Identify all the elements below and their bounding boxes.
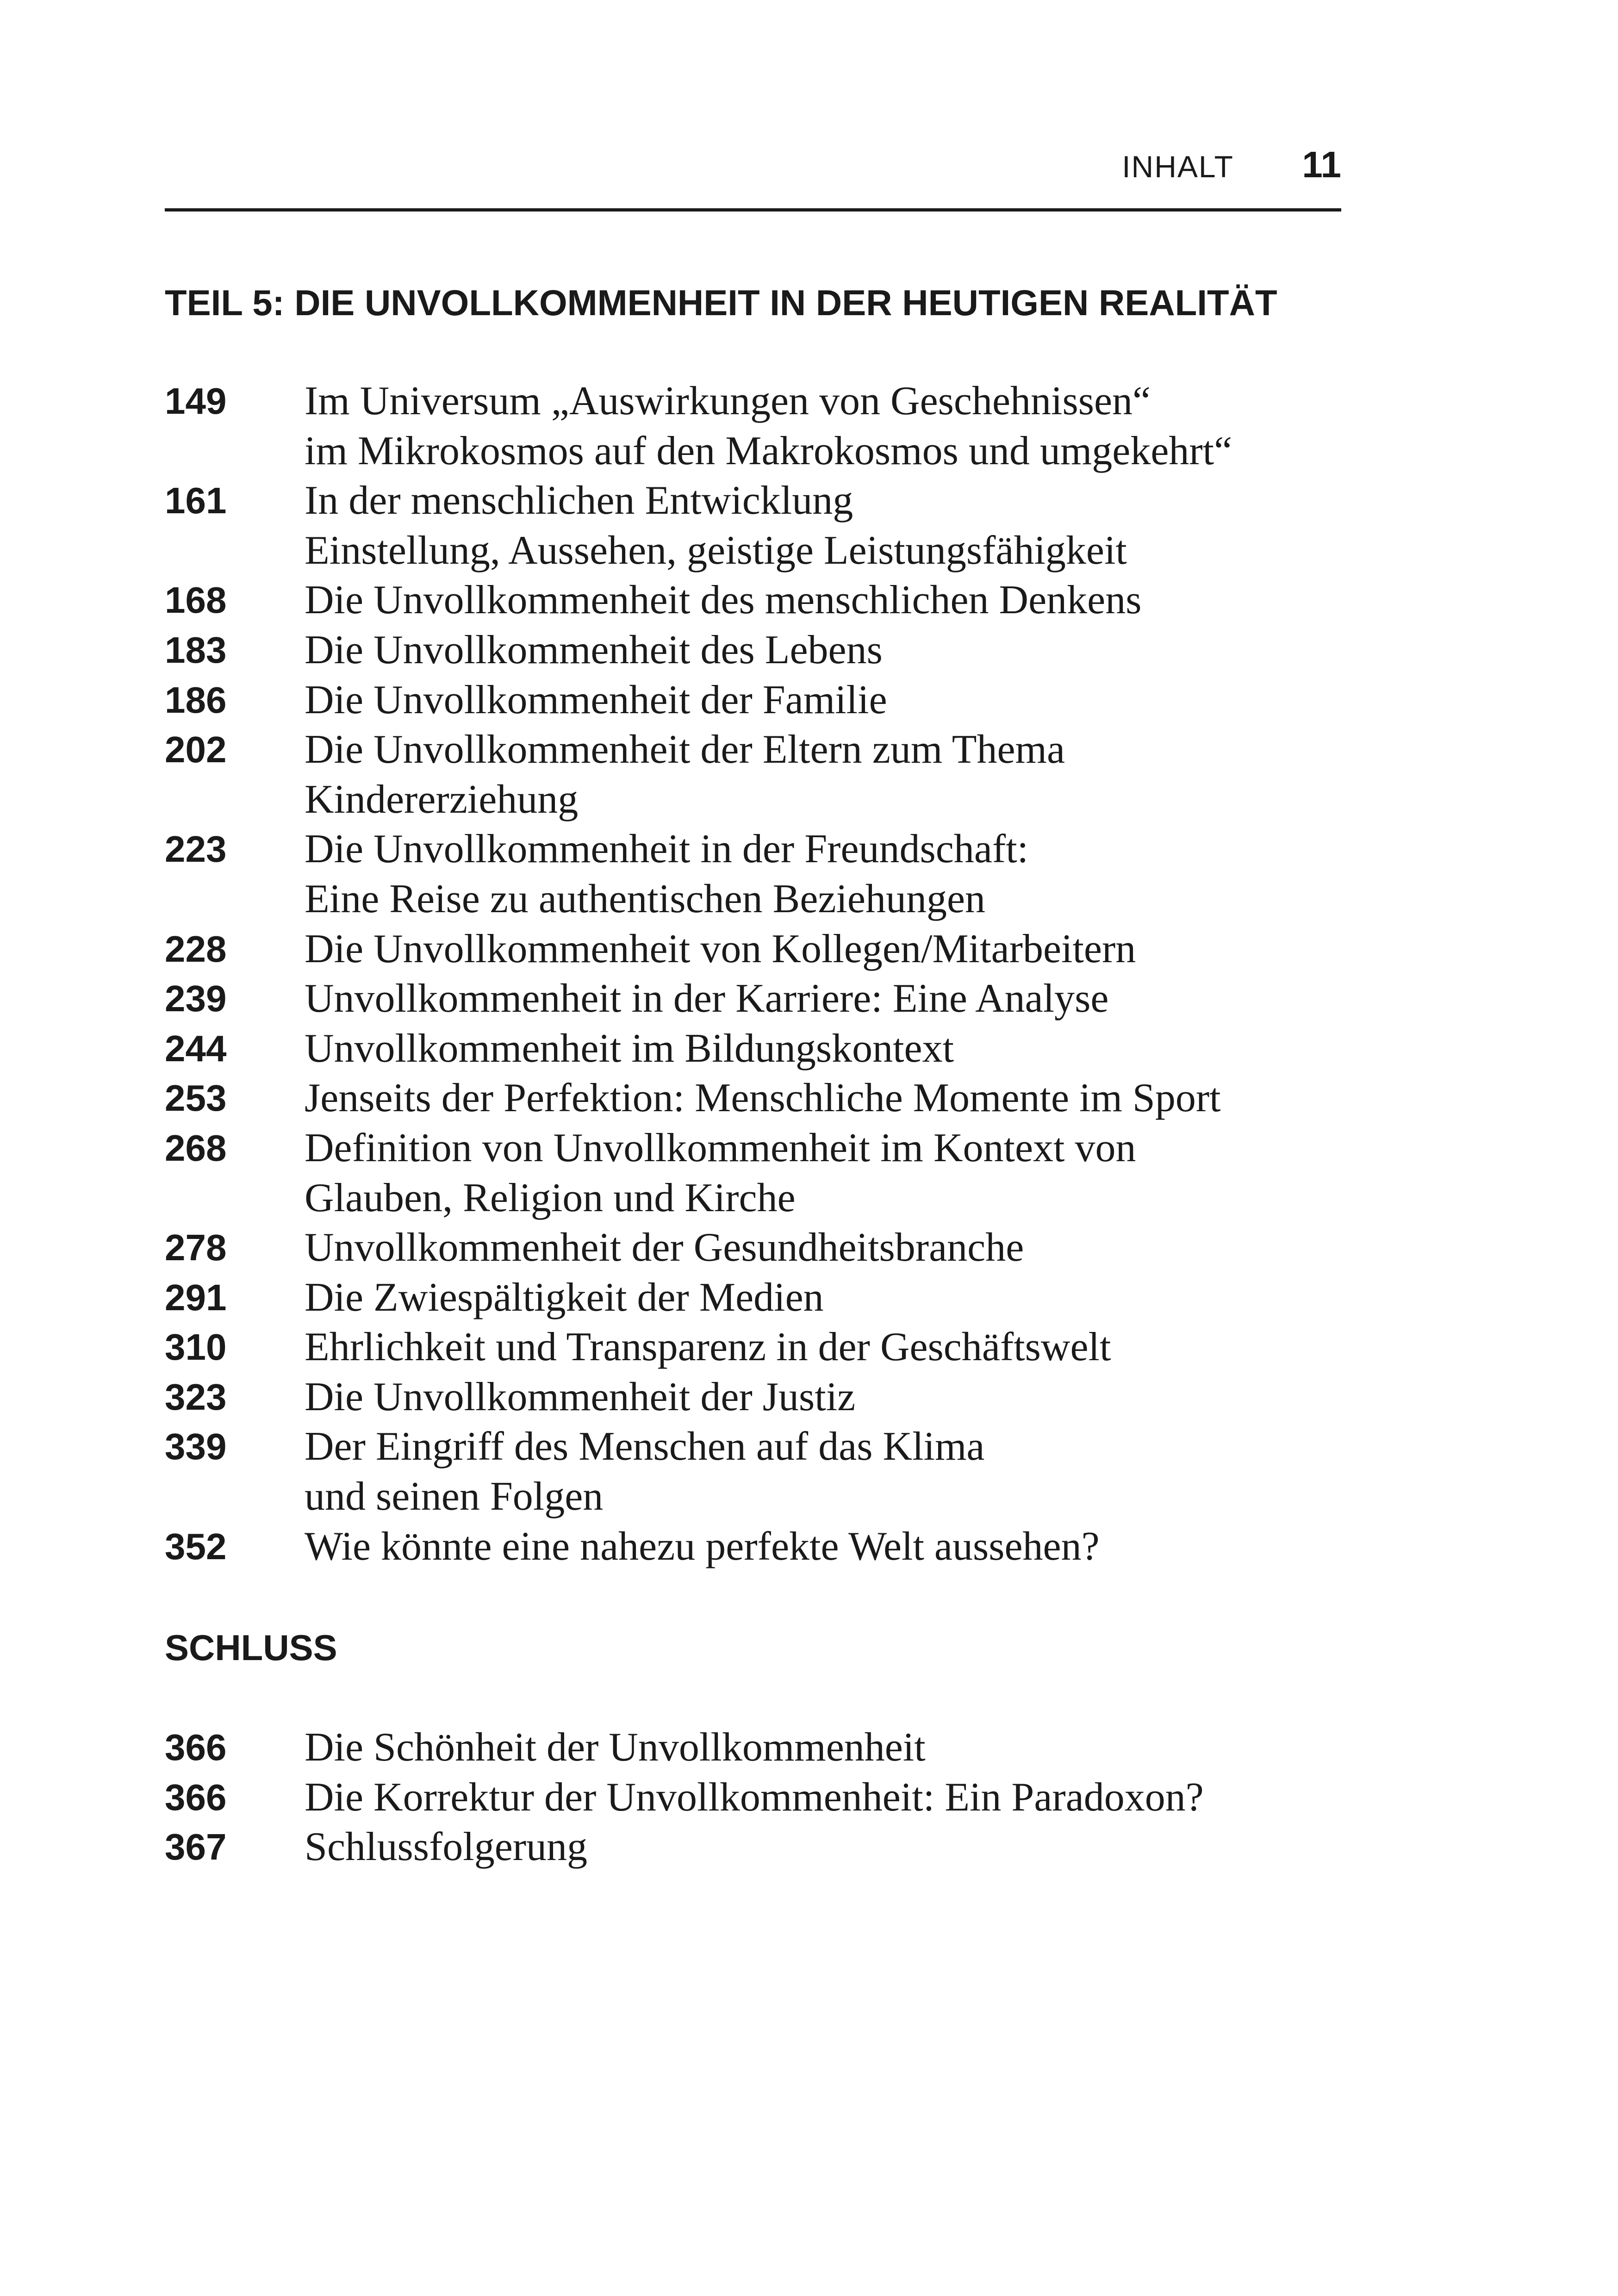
toc-entry-page-number: 268 xyxy=(165,1127,227,1169)
toc-entry-title xyxy=(305,376,1377,476)
toc-entry-page-number: 168 xyxy=(165,579,227,621)
toc-entry-title-line: Die Unvollkommenheit der Justiz xyxy=(305,1374,856,1419)
toc-entry xyxy=(165,924,1377,974)
toc-entry-page-number: 202 xyxy=(165,729,227,771)
toc-entry-title xyxy=(305,1223,1377,1273)
toc-entry-title-line: Der Eingriff des Menschen auf das Klima xyxy=(305,1424,985,1469)
toc-entry xyxy=(165,625,1377,675)
toc-entry-page-number: 223 xyxy=(165,828,227,870)
toc-entry-title xyxy=(305,1773,1377,1823)
toc-entry xyxy=(165,1024,1377,1074)
toc-entry-title xyxy=(305,1322,1377,1372)
toc-entry-title-line: Einstellung, Aussehen, geistige Leistungsfähigkeit xyxy=(305,528,1127,573)
toc-entry-title xyxy=(305,725,1377,824)
toc-entry-page-number: 323 xyxy=(165,1376,227,1418)
toc-entry-title-line: Definition von Unvollkommenheit im Kontext von xyxy=(305,1125,1136,1170)
toc-entry-title-line: Schlussfolgerung xyxy=(305,1824,588,1870)
toc-entry-title-line: In der menschlichen Entwicklung xyxy=(305,478,853,523)
toc-entry xyxy=(165,1322,1377,1372)
toc-entry-title-line: Die Unvollkommenheit der Familie xyxy=(305,677,887,722)
toc-entry-title xyxy=(305,575,1377,625)
page-number: 11 xyxy=(1302,144,1341,185)
toc-entry xyxy=(165,575,1377,625)
toc-entry-title-line: Die Korrektur der Unvollkommenheit: Ein Paradoxon? xyxy=(305,1774,1204,1820)
part-toc-list xyxy=(165,376,1377,1571)
toc-entry-title-line: Die Unvollkommenheit in der Freundschaft: xyxy=(305,827,1029,872)
toc-entry-title xyxy=(305,1723,1377,1773)
toc-entry xyxy=(165,1723,1377,1773)
toc-entry-title xyxy=(305,824,1377,924)
toc-entry-title xyxy=(305,1822,1377,1872)
toc-entry-title-line: Die Schönheit der Unvollkommenheit xyxy=(305,1725,926,1770)
toc-entry-title-line: Die Zwiespältigkeit der Medien xyxy=(305,1275,824,1320)
toc-entry-title xyxy=(305,974,1377,1024)
part-heading: TEIL 5: DIE UNVOLLKOMMENHEIT IN DER HEUTIGEN REALITÄT xyxy=(165,282,1277,323)
toc-entry xyxy=(165,1822,1377,1872)
toc-entry xyxy=(165,974,1377,1024)
toc-entry-page-number: 366 xyxy=(165,1776,227,1818)
toc-entry-title-line: und seinen Folgen xyxy=(305,1474,604,1519)
toc-entry-title xyxy=(305,1372,1377,1422)
toc-entry-page-number: 186 xyxy=(165,679,227,721)
toc-entry-page-number: 253 xyxy=(165,1077,227,1119)
toc-entry-title-line: Die Unvollkommenheit des Lebens xyxy=(305,627,883,672)
toc-entry-title xyxy=(305,1123,1377,1223)
toc-entry-page-number: 183 xyxy=(165,629,227,671)
toc-entry xyxy=(165,1273,1377,1323)
toc-entry-page-number: 366 xyxy=(165,1727,227,1768)
toc-entry-title-line: im Mikrokosmos auf den Makrokosmos und umgekehrt“ xyxy=(305,428,1232,473)
toc-entry-title-line: Im Universum „Auswirkungen von Geschehnissen“ xyxy=(305,379,1151,423)
toc-entry xyxy=(165,1223,1377,1273)
toc-entry-page-number: 339 xyxy=(165,1426,227,1468)
toc-entry-title xyxy=(305,1024,1377,1074)
toc-entry-title xyxy=(305,625,1377,675)
toc-entry-title-line: Ehrlichkeit und Transparenz in der Geschäftswelt xyxy=(305,1325,1111,1370)
toc-entry-page-number: 239 xyxy=(165,978,227,1020)
toc-entry-page-number: 367 xyxy=(165,1826,227,1868)
toc-entry-title xyxy=(305,1422,1377,1521)
toc-entry xyxy=(165,476,1377,575)
toc-entry-title xyxy=(305,1522,1377,1572)
toc-entry xyxy=(165,1522,1377,1572)
toc-entry-page-number: 278 xyxy=(165,1227,227,1269)
toc-entry xyxy=(165,675,1377,725)
toc-entry-title-line: Jenseits der Perfektion: Menschliche Momente im Sport xyxy=(305,1076,1221,1121)
toc-entry-page-number: 161 xyxy=(165,480,227,522)
toc-entry-page-number: 310 xyxy=(165,1326,227,1368)
toc-entry-title-line: Eine Reise zu authentischen Beziehungen xyxy=(305,876,986,921)
toc-entry-title xyxy=(305,476,1377,575)
toc-entry-title-line: Kindererziehung xyxy=(305,777,579,822)
toc-entry xyxy=(165,1372,1377,1422)
toc-entry xyxy=(165,824,1377,924)
toc-entry-page-number: 149 xyxy=(165,380,227,422)
running-head-label: INHALT xyxy=(1122,149,1234,184)
toc-entry-title xyxy=(305,1073,1377,1123)
toc-entry-title-line: Unvollkommenheit der Gesundheitsbranche xyxy=(305,1225,1024,1270)
running-head xyxy=(165,139,1341,212)
toc-entry-title-line: Glauben, Religion und Kirche xyxy=(305,1175,796,1220)
toc-entry-title-line: Unvollkommenheit in der Karriere: Eine Analyse xyxy=(305,976,1109,1021)
toc-entry-title-line: Wie könnte eine nahezu perfekte Welt aussehen? xyxy=(305,1524,1100,1569)
toc-entry-title-line: Die Unvollkommenheit von Kollegen/Mitarbeitern xyxy=(305,926,1136,971)
toc-entry-title xyxy=(305,1273,1377,1323)
toc-entry xyxy=(165,376,1377,476)
toc-entry-title xyxy=(305,924,1377,974)
toc-entry xyxy=(165,725,1377,824)
toc-entry xyxy=(165,1073,1377,1123)
closing-heading: SCHLUSS xyxy=(165,1627,337,1668)
closing-toc-list xyxy=(165,1723,1377,1872)
toc-entry-page-number: 291 xyxy=(165,1276,227,1318)
toc-entry xyxy=(165,1773,1377,1823)
toc-entry-title-line: Unvollkommenheit im Bildungskontext xyxy=(305,1026,954,1071)
toc-entry xyxy=(165,1422,1377,1521)
toc-entry-page-number: 244 xyxy=(165,1027,227,1069)
toc-entry-page-number: 228 xyxy=(165,928,227,970)
toc-entry-title-line: Die Unvollkommenheit des menschlichen Denkens xyxy=(305,578,1142,623)
toc-entry-title xyxy=(305,675,1377,725)
toc-entry-title-line: Die Unvollkommenheit der Eltern zum Thema xyxy=(305,727,1065,772)
toc-entry-page-number: 352 xyxy=(165,1525,227,1567)
toc-entry xyxy=(165,1123,1377,1223)
